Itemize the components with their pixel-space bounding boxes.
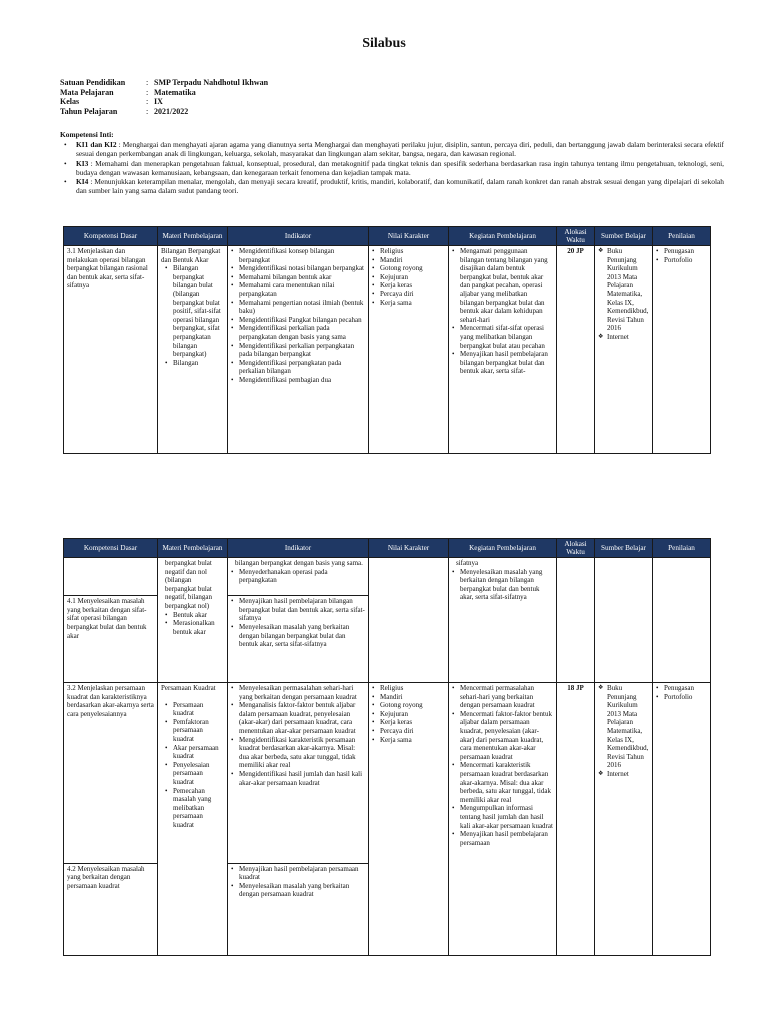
list-item: • Bilangan [165,359,224,368]
list-item: ❖ Internet [598,333,649,342]
list-item: • Bilangan berpangkat bilangan bulat (bilangan berpangkat bulat positif, sifat-sifat operasi bilangan berpangkat, sifat perpangkatan bilangan berpangkat) [165,264,224,359]
list-item: • Portofolio [656,693,707,702]
list-item: • Mencermati faktor-faktor bentuk aljabar dalam persamaan kuadrat, penyelesaian (akar-akar) dari persamaan kuadrat, cara menentukan akar-akar persamaan kuadrat [452,710,553,762]
waktu-cell [557,558,595,683]
list-item: ❖ Buku Penunjang Kurikulum 2013 Mata Pelajaran Matematika, Kelas IX, Kemendikbud, Revisi Tahun 2016 [598,684,649,770]
list-item: • Gotong royong [372,264,445,273]
kd-cell: 3.1 Menjelaskan dan melakukan operasi bilangan berpangkat bilangan rasional dan bentuk akar, serta sifat-sifatnya [64,246,158,454]
nilai-cell [369,558,449,683]
header-materi: Materi Pembelajaran [158,539,228,558]
indikator-cell [228,596,369,683]
identity-row: Satuan Pendidikan : SMP Terpadu Nahdhotul Ikhwan [60,78,269,87]
list-item: • Percaya diri [372,290,445,299]
penilaian-cell [653,558,711,683]
sumber-cell [595,683,653,956]
header-sumber-belajar: Sumber Belajar [595,539,653,558]
list-item: • Persamaan kuadrat [165,701,224,718]
list-item: • Mengidentifikasi Pangkat bilangan pecahan [231,316,365,325]
list-item: ❖ Internet [598,770,649,779]
list-item: • Menganalisis faktor-faktor bentuk aljabar dalam persamaan kuadrat, penyelesaian (akar-akar) dari persamaan kuadrat, cara menentukan akar-akar persamaan kuadrat [231,701,365,735]
list-item: • Menyelesaikan permasalahan sehari-hari yang berkaitan dengan persamaan kuadrat [231,684,365,701]
list-item: • Menyajikan hasil pembelajaran persamaan kuadrat [231,865,365,882]
indikator-cell: bilangan berpangkat dengan basis yang sama. • Menyederhanakan operasi pada perpangkatan [228,558,369,596]
list-item: • Mandiri [372,256,445,265]
list-item: • Pemecahan masalah yang melibatkan persamaan kuadrat [165,787,224,830]
list-item: • Religius [372,247,445,256]
header-penilaian: Penilaian [653,227,711,246]
sumber-cell [595,246,653,454]
list-item: • Mencermati karakteristik persamaan kuadrat berdasarkan akar-akarnya. Misal: dua akar berbeda, satu akar tunggal, tidak memiliki akar real [452,761,553,804]
penilaian-cell [653,246,711,454]
list-item: • Menyelesaikan masalah yang berkaitan dengan bilangan berpangkat bulat dan bentuk akar, serta sifat-sifatnya [452,568,553,602]
kd-cell [64,558,158,596]
list-item: • Memahami bilangan bentuk akar [231,273,365,282]
kegiatan-cell [449,683,557,956]
list-item: • Kerja keras [372,718,445,727]
identity-label: Mata Pelajaran [60,87,114,97]
indikator-cell [228,246,369,454]
header-indikator: Indikator [228,539,369,558]
list-item: • Penugasan [656,247,707,256]
ki-item: • KI3 : Memahami dan menerapkan pengetahuan faktual, konseptual, prosedural, dan metakognitif pada tingkat teknis dan spesifik sederhana berdasarkan rasa ingin tahunya tentang ilmu pengetahuan, teknologi, seni, budaya dengan wawasan kemanusiaan, kebangsaan, dan kenegaraan terkait fenomena dan kejadian tampak mata. [60,159,724,177]
indikator-cell [228,863,369,955]
waktu-cell: 18 JP [557,683,595,956]
list-item: • Menyelesaikan masalah yang berkaitan dengan bilangan berpangkat bulat dan bentuk akar, serta sifat-sifatnya [231,623,365,649]
kd-cell: 4.2 Menyelesaikan masalah yang berkaitan dengan persamaan kuadrat [64,863,158,955]
identity-label: Tahun Pelajaran [60,106,118,116]
list-item: ❖ Buku Penunjang Kurikulum 2013 Mata Pelajaran Matematika, Kelas IX, Kemendikbud, Revisi Tahun 2016 [598,247,649,333]
list-item: • Gotong royong [372,701,445,710]
list-item: • Kerja sama [372,736,445,745]
list-item: • Mengidentifikasi karakteristik persamaan kuadrat berdasarkan akar-akarnya. Misal: dua akar berbeda, satu akar tunggal, tidak memiliki akar real [231,736,365,770]
kompetensi-inti [60,130,724,195]
header-penilaian: Penilaian [653,539,711,558]
list-item: • Menyajikan hasil pembelajaran bilangan berpangkat bulat dan bentuk akar, serta sifat-sifatnya [231,597,365,623]
list-item: • Memahami pengertian notasi ilmiah (bentuk baku) [231,299,365,316]
identity-value: 2021/2022 [154,106,189,116]
list-item: • Bentuk akar [165,611,224,620]
list-item: • Mencermati permasalahan sehari-hari yang berkaitan dengan persamaan kuadrat [452,684,553,710]
identity-label: Satuan Pendidikan [60,78,126,87]
identity-label: Kelas [60,97,80,107]
identity-value: Matematika [154,87,196,97]
list-item: • Religius [372,684,445,693]
identity-row: Kelas : IX [60,97,163,107]
header-alokasi-waktu: Alokasi Waktu [557,539,595,558]
header-nilai-karakter: Nilai Karakter [369,539,449,558]
header-indikator: Indikator [228,227,369,246]
kd-cell: 4.1 Menyelesaikan masalah yang berkaitan dengan sifat-sifat operasi bilangan berpangkat bulat dan bentuk akar [64,596,158,683]
header-kegiatan: Kegiatan Pembelajaran [449,539,557,558]
list-item: • Penugasan [656,684,707,693]
materi-cell: berpangkat bulat negatif dan nol (bilangan berpangkat bulat negatif, bilangan berpangkat nol) • Bentuk akar • Merasionalkan bentuk akar [158,558,228,683]
identity-row: Tahun Pelajaran : 2021/2022 [60,106,189,116]
ki-item: • KI4 : Menunjukkan keterampilan menalar, mengolah, dan menyaji secara kreatif, produktif, kritis, mandiri, kolaboratif, dan komunikatif, dalam ranah konkret dan ranah abstrak sesuai dengan yang dipelajari di sekolah dan sumber lain yang sama dalam sudut pandang teori. [60,177,724,195]
list-item: • Percaya diri [372,727,445,736]
list-item: • Kerja sama [372,299,445,308]
header-materi: Materi Pembelajaran [158,227,228,246]
kd-cell: 3.2 Menjelaskan persamaan kuadrat dan karakteristiknya berdasarkan akar-akarnya serta cara penyelesaiannya [64,683,158,864]
list-item: • Menyajikan hasil pembelajaran bilangan berpangkat bulat dan bentuk akar, serta sifat- [452,350,553,376]
list-item: • Memahami cara menentukan nilai perpangkatan [231,281,365,298]
identity-block [60,78,268,116]
list-item: • Mencermati sifat-sifat operasi yang melibatkan bilangan berpangkat bulat atau pecahan [452,324,553,350]
header-kegiatan: Kegiatan Pembelajaran [449,227,557,246]
list-item: • Menyelesaikan masalah yang berkaitan dengan persamaan kuadrat [231,882,365,899]
identity-value: SMP Terpadu Nahdhotul Ikhwan [154,78,269,87]
identity-value: IX [154,97,163,107]
nilai-cell [369,246,449,454]
header-alokasi-waktu: Alokasi Waktu [557,227,595,246]
list-item: • Kejujuran [372,273,445,282]
list-item: • Menyajikan hasil pembelajaran persamaan [452,830,553,847]
ki-title: Kompetensi Inti: [60,130,114,139]
list-item: • Penyelesaian persamaan kuadrat [165,761,224,787]
list-item: • Merasionalkan bentuk akar [165,619,224,636]
list-item: • Mengumpulkan informasi tentang hasil jumlah dan hasil kali akar-akar persamaan kuadrat [452,804,553,830]
list-item: • Mengidentifikasi pembagian dua [231,376,365,385]
list-item: • Kerja keras [372,281,445,290]
list-item: • Akar persamaan kuadrat [165,744,224,761]
list-item: • Mengidentifikasi perkalian perpangkatan pada bilangan berpangkat [231,342,365,359]
list-item: • Pemfaktoran persamaan kuadrat [165,718,224,744]
kegiatan-cell: sifatnya • Menyelesaikan masalah yang berkaitan dengan bilangan berpangkat bulat dan bentuk akar, serta sifat-sifatnya [449,558,557,683]
header-kompetensi-dasar: Kompetensi Dasar [64,227,158,246]
identity-row: Mata Pelajaran : Matematika [60,87,196,97]
header-nilai-karakter: Nilai Karakter [369,227,449,246]
penilaian-cell [653,683,711,956]
list-item: • Mengamati penggunaan bilangan tentang bilangan yang disajikan dalam bentuk berpangkat bulat, bentuk akar dan pangkat pecahan, operasi aljabar yang melibatkan bilangan berpangkat bulat dan bentuk akar dalam kehidupan sehari-hari [452,247,553,324]
indikator-cell [228,683,369,864]
list-item: • Portofolio [656,256,707,265]
sumber-cell [595,558,653,683]
list-item: • Mengidentifikasi perkalian pada perpangkatan dengan basis yang sama [231,324,365,341]
list-item: • Menyederhanakan operasi pada perpangkatan [231,568,365,585]
list-item: • Mengidentifikasi notasi bilangan berpangkat [231,264,365,273]
header-kompetensi-dasar: Kompetensi Dasar [64,539,158,558]
list-item: • Mengidentifikasi perpangkatan pada perkalian bilangan [231,359,365,376]
page-title: Silabus [362,36,406,51]
syllabus-table-1 [63,226,711,454]
list-item: • Mengidentifikasi konsep bilangan berpangkat [231,247,365,264]
nilai-cell [369,683,449,956]
list-item: • Mengidentifikasi hasil jumlah dan hasil kali akar-akar persamaan kuadrat [231,770,365,787]
ki-item: • KI1 dan KI2 : Menghargai dan menghayati ajaran agama yang dianutnya serta Menghargai dan menghayati perilaku jujur, disiplin, santun, percaya diri, peduli, dan bertanggung jawab dalam berinteraksi secara efektif sesuai dengan perkembangan anak di lingkungan, keluarga, sekolah, masyarakat dan lingkungan alam sekitar, bangsa, negara, dan kawasan regional. [60,140,724,158]
waktu-cell: 20 JP [557,246,595,454]
syllabus-table-2 [63,538,711,956]
header-sumber-belajar: Sumber Belajar [595,227,653,246]
materi-cell: Bilangan Berpangkat dan Bentuk Akar • Bilangan berpangkat bilangan bulat (bilangan berpangkat bulat positif, sifat-sifat operasi bilangan berpangkat, sifat perpangkatan bilangan berpangkat) • Bilangan [158,246,228,454]
kegiatan-cell [449,246,557,454]
list-item: • Kejujuran [372,710,445,719]
materi-cell: Persamaan Kuadrat • Persamaan kuadrat • Pemfaktoran persamaan kuadrat • Akar persamaan kuadrat • Penyelesaian persamaan kuadrat • Pemecahan masalah yang melibatkan persamaan kuadrat [158,683,228,956]
list-item: • Mandiri [372,693,445,702]
